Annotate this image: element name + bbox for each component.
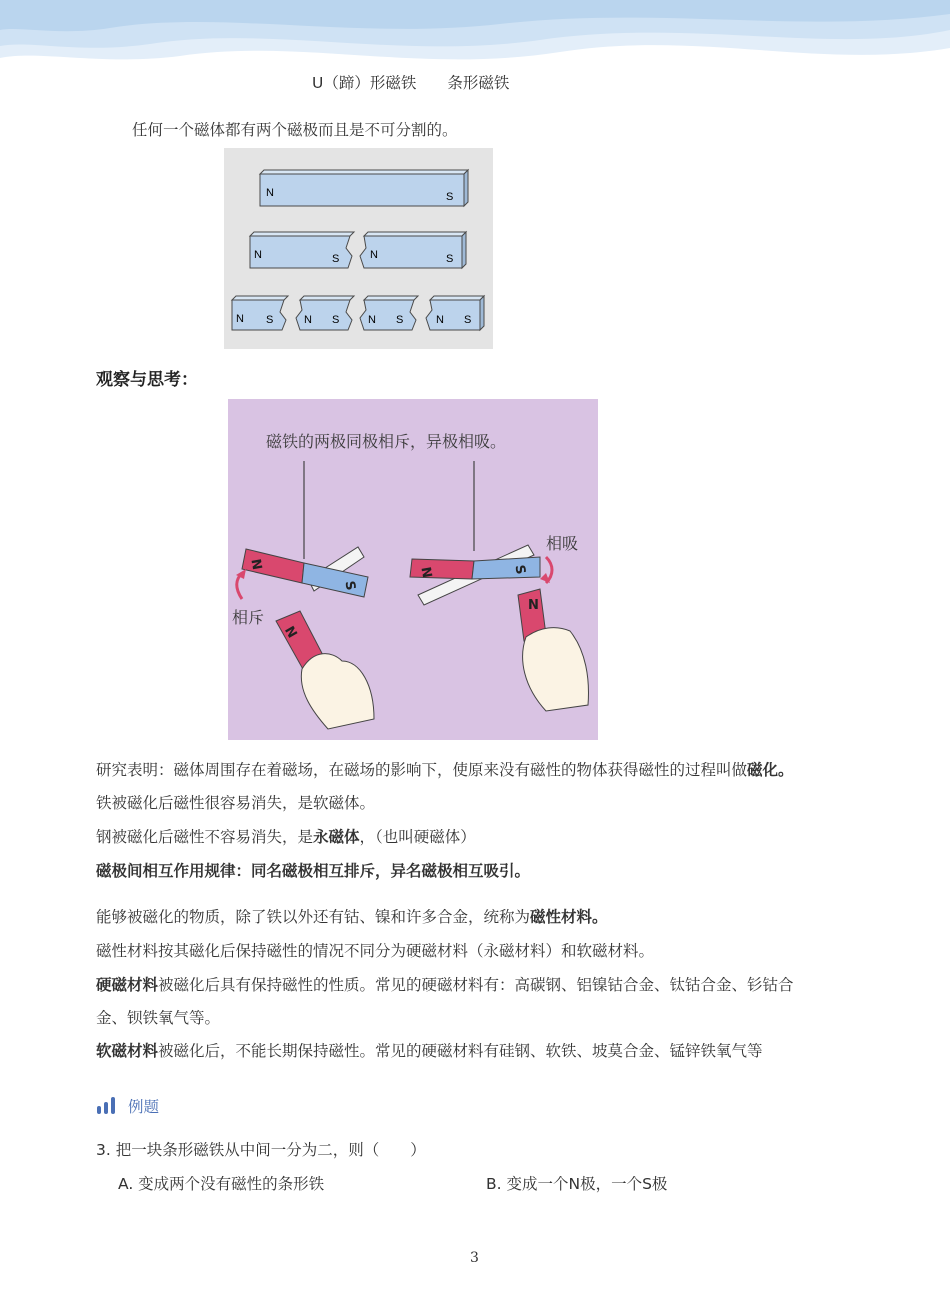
svg-text:N: N: [528, 598, 539, 613]
svg-text:N: N: [236, 313, 244, 325]
paragraph-hard-magnetic-line2: 金、钡铁氧气等。: [96, 1009, 221, 1027]
paragraph-magnetization: 研究表明：磁体周围存在着磁场，在磁场的影响下，使原来没有磁性的物体获得磁性的过程叫做磁化。: [96, 761, 794, 779]
paragraph-iron: 铁被磁化后磁性很容易消失，是软磁体。: [96, 794, 376, 812]
svg-text:N: N: [368, 314, 376, 326]
svg-text:N: N: [417, 565, 435, 580]
pole-label-n: N: [266, 187, 274, 199]
magnet-types-caption: U（蹄）形磁铁 条形磁铁: [312, 74, 510, 92]
bar-magnet-split-figure: [224, 148, 493, 349]
option-b: B. 变成一个N极，一个S极: [486, 1175, 668, 1193]
paragraph-steel: 钢被磁化后磁性不容易消失，是永磁体，（也叫硬磁体）: [96, 828, 476, 846]
left-suspended-magnet: [242, 547, 368, 597]
left-hand-with-magnet: [276, 611, 374, 729]
pole-label-s: S: [446, 191, 454, 203]
svg-text:N: N: [254, 249, 262, 261]
svg-text:S: S: [396, 314, 404, 326]
paragraph-magnetic-materials: 能够被磁化的物质，除了铁以外还有钴、镍和许多合金，统称为磁性材料。: [96, 908, 608, 926]
svg-text:N: N: [370, 249, 378, 261]
section-title-observe: 观察与思考：: [96, 370, 198, 390]
pole-interaction-rule: 磁极间相互作用规律：同名磁极相互排斥，异名磁极相互吸引。: [96, 862, 531, 880]
right-hand-with-magnet: [518, 589, 588, 711]
paragraph-classification: 磁性材料按其磁化后保持磁性的情况不同分为硬磁材料（永磁材料）和软磁材料。: [96, 942, 655, 960]
svg-text:S: S: [464, 314, 472, 326]
magnet-interaction-figure: [228, 399, 598, 740]
label-attract: 相吸: [546, 534, 579, 553]
poles-statement: 任何一个磁体都有两个磁极而且是不可分割的。: [132, 121, 458, 139]
header-wave-decoration: [0, 0, 950, 75]
figure-caption: 磁铁的两极同极相斥，异极相吸。: [266, 432, 507, 451]
example-label: 例题: [128, 1098, 160, 1116]
svg-text:N: N: [436, 314, 444, 326]
svg-text:S: S: [332, 314, 340, 326]
paragraph-hard-magnetic-line1: 硬磁材料被磁化后具有保持磁性的性质。常见的硬磁材料有：高碳钢、铝镍钴合金、钛钴合金、钐钴合: [96, 976, 794, 994]
svg-text:S: S: [266, 314, 274, 326]
paragraph-soft-magnetic: 软磁材料被磁化后，不能长期保持磁性。常见的硬磁材料有硅钢、软铁、坡莫合金、锰锌铁氧气等: [96, 1042, 763, 1060]
half-magnets-row: [250, 232, 466, 268]
label-repel: 相斥: [232, 608, 265, 627]
long-bar-magnet: [260, 170, 468, 206]
svg-text:N: N: [304, 314, 312, 326]
page-number: 3: [470, 1250, 479, 1266]
option-a: A. 变成两个没有磁性的条形铁: [118, 1175, 325, 1193]
quarter-magnets-row: [232, 296, 484, 330]
svg-text:S: S: [341, 579, 358, 592]
bar-chart-icon: [96, 1096, 118, 1114]
question-3: 3. 把一块条形磁铁从中间一分为二，则（ ）: [96, 1141, 426, 1159]
svg-text:S: S: [332, 253, 340, 265]
svg-text:N: N: [281, 624, 300, 641]
svg-text:N: N: [247, 557, 265, 572]
svg-text:S: S: [446, 253, 454, 265]
svg-text:S: S: [511, 563, 528, 576]
